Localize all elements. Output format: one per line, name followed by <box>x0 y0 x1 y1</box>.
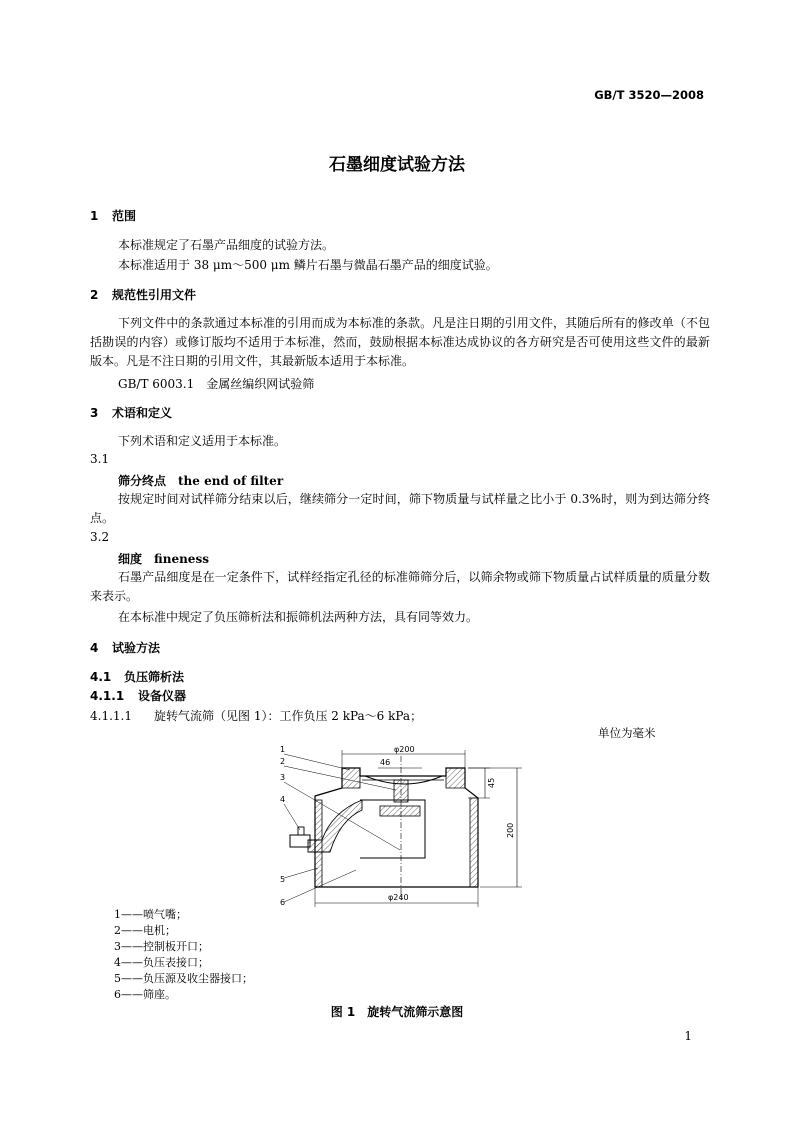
figure-caption: 图 1 旋转气流筛示意图 <box>330 1005 464 1019</box>
subsection-heading <box>90 668 184 685</box>
callout-number: 2 <box>280 757 286 766</box>
clause-item <box>90 707 422 724</box>
subsection-title: 设备仪器 <box>138 689 187 703</box>
subsection-heading <box>90 687 186 704</box>
paragraph: 下列文件中的条款通过本标准的引用而成为本标准的条款。凡是注日期的引用文件，其随后所有的修改单（不包括勘误的内容）或修订版均不适用于本标准，然而，鼓励根据本标准达成协议的各方研究是否可使用这些文件的最新版本。凡是不注日期的引用文件，其最新版本适用于本标准。 <box>90 316 710 368</box>
callout-number: 1 <box>280 745 286 754</box>
page-number: 1 <box>684 1029 692 1043</box>
dimension-label: 46 <box>380 758 391 767</box>
term-entry: 筛分终点 the end of filter <box>118 474 284 488</box>
dimension-label: 45 <box>487 777 496 788</box>
reference-item: GB/T 6003.1 金属丝编织网试验筛 <box>118 377 315 391</box>
legend-item: 3——控制板开口； <box>114 940 209 953</box>
paragraph: 下列术语和定义适用于本标准。 <box>118 434 287 448</box>
legend-item: 6——筛座。 <box>114 988 176 1001</box>
subsection-number: 4.1.1 <box>90 689 125 703</box>
section-3-heading <box>90 404 172 421</box>
clause-number: 3.1 <box>90 452 110 466</box>
callout-number: 6 <box>280 898 286 907</box>
section-number: 2 <box>90 288 99 302</box>
paragraph: 本标准规定了石墨产品细度的试验方法。 <box>118 238 335 252</box>
standard-code: GB/T 3520—2008 <box>594 88 704 102</box>
section-title: 试验方法 <box>112 641 161 655</box>
subsection-title: 负压筛析法 <box>124 670 185 684</box>
legend-item: 1——喷气嘴； <box>114 908 187 921</box>
term-definition: 按规定时间对试样筛分结束以后，继续筛分一定时间，筛下物质量与试样量之比小于 0.3%时，则为到达筛分终点。 <box>90 492 710 525</box>
callout-number: 4 <box>280 795 286 804</box>
section-number: 1 <box>90 209 99 223</box>
term-entry: 细度 fineness <box>118 552 209 566</box>
section-1-heading <box>90 207 136 224</box>
section-number: 3 <box>90 406 99 420</box>
clause-text: 旋转气流筛（见图 1）：工作负压 2 kPa～6 kPa； <box>154 709 423 723</box>
section-4-heading <box>90 639 160 656</box>
legend-item: 4——负压表接口； <box>114 956 209 969</box>
paragraph: 本标准适用于 38 μm～500 μm 鳞片石墨与微晶石墨产品的细度试验。 <box>118 258 498 272</box>
callout-number: 3 <box>280 773 286 782</box>
clause-number: 4.1.1.1 <box>90 709 132 723</box>
term-definition: 石墨产品细度是在一定条件下，试样经指定孔径的标准筛筛分后，以筛余物或筛下物质量占试样质量的质量分数来表示。 <box>90 570 710 603</box>
unit-note: 单位为毫米 <box>598 726 656 740</box>
section-title: 规范性引用文件 <box>112 288 197 302</box>
section-title: 术语和定义 <box>112 406 173 420</box>
dimension-label: φ200 <box>394 745 415 754</box>
callout-number: 5 <box>280 875 286 884</box>
legend-item: 5——负压源及收尘器接口； <box>114 972 253 985</box>
subsection-number: 4.1 <box>90 670 112 684</box>
dimension-label: 200 <box>506 822 515 838</box>
paragraph: 在本标准中规定了负压筛析法和振筛机法两种方法，具有同等效力。 <box>118 610 479 624</box>
section-2-heading <box>90 286 196 303</box>
section-number: 4 <box>90 641 99 655</box>
rotary-sieve-diagram <box>270 740 530 910</box>
section-title: 范围 <box>112 209 137 223</box>
legend-item: 2——电机； <box>114 924 176 937</box>
document-title: 石墨细度试验方法 <box>329 155 465 175</box>
clause-number: 3.2 <box>90 530 110 544</box>
dimension-label: φ240 <box>388 893 409 902</box>
